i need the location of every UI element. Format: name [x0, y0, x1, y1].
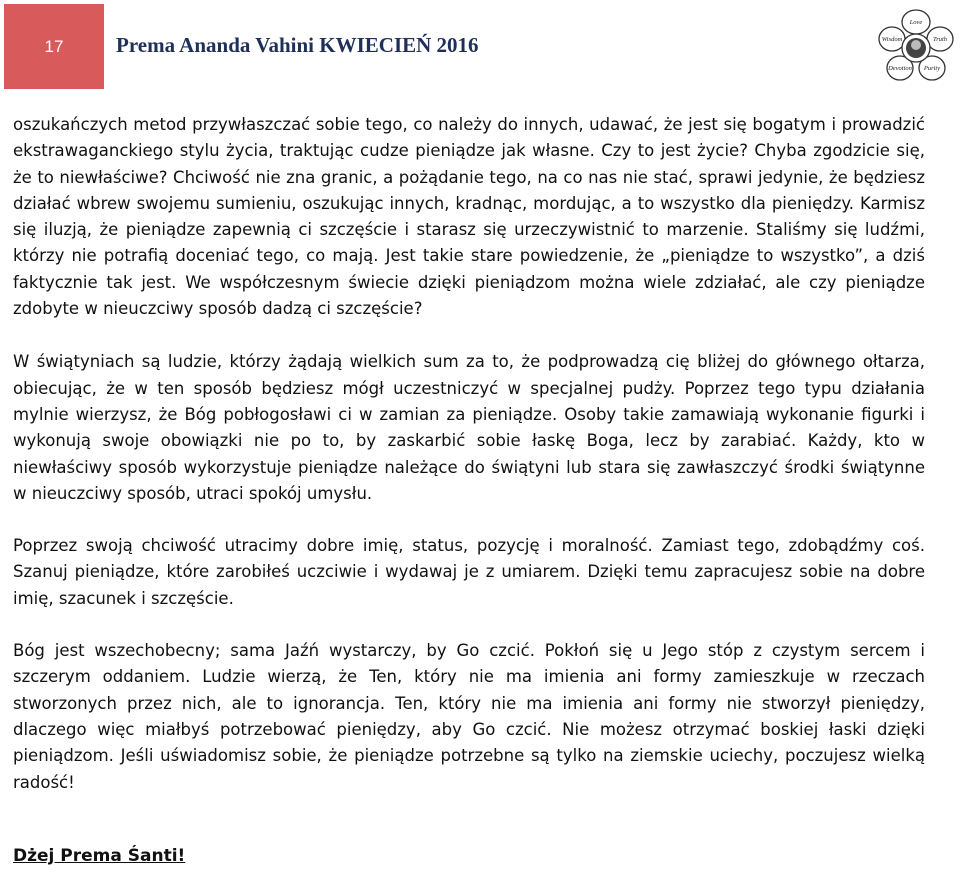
logo-word-truth: Truth — [932, 36, 948, 43]
paragraph-4: Bóg jest wszechobecny; sama Jaźń wystarczy, by Go czcić. Pokłoń się u Jego stóp z czystym sercem i szczerym oddaniem. Ludzie wierzą, że Ten, który nie ma imienia ani formy zamieszkuje w rzeczach stworzonych przez nich, ale to ignorancja. Ten, który nie ma imienia ani formy nie stworzył pieniędzy, dlaczego więc miałbyś potrzebować pieniędzy, aby Go czcić. Nie możesz otrzymać boskiej łaski dzięki pieniądzom. Jeśli uświadomisz sobie, że pieniądze potrzebne są tylko na ziemskie uciechy, poczujesz wielką radość! — [13, 641, 925, 792]
header-title: Prema Ananda Vahini KWIECIEŃ 2016 — [116, 33, 479, 57]
logo-word-purity: Purity — [923, 65, 941, 72]
paragraph-3: Poprzez swoją chciwość utracimy dobre imię, status, pozycję i moralność. Zamiast tego, zdobądźmy coś. Szanuj pieniądze, które zarobiłeś uczciwie i wydawaj je z umiarem. Dzięki temu zapracujesz sobie na dobre imię, szacunek i szczęście. — [13, 536, 925, 608]
paragraph-1: oszukańczych metod przywłaszczać sobie tego, co należy do innych, udawać, że jest się bogatym i prowadzić ekstrawaganckiego stylu życia, traktując cudze pieniądze jak własne. Czy to jest życie? Chyba zgodzicie się, że to niewłaściwe? Chciwość nie zna granic, a pożądanie tego, na co nas nie stać, sprawi jedynie, że będziesz działać wbrew swojemu sumieniu, oszukując innych, kradnąc, mordując, a to wszystko dla pieniędzy. Karmisz się iluzją, że pieniądze zapewnią ci szczęście i starasz się urzeczywistnić to marzenie. Staliśmy się ludźmi, którzy nie potrafią doceniać tego, co mają. Jest takie stare powiedzenie, że „pieniądze to wszystko”, a dziś faktycznie tak jest. We współczesnym świecie dzięki pieniądzom można wiele zdziałać, ale czy pieniądze zdobyte w nieuczciwy sposób dadzą ci szczęście? — [13, 115, 925, 319]
page-number: 17 — [44, 36, 64, 56]
sathya-sai-lotus-logo-icon — [876, 8, 956, 88]
paragraph-2: W świątyniach są ludzie, którzy żądają wielkich sum za to, że podprowadzą cię bliżej do głównego ołtarza, obiecując, że w ten sposób będziesz mógł uczestniczyć w specjalnej pudży. Poprzez tego typu działania mylnie wierzysz, że Bóg pobłogosławi ci w zamian za pieniądze. Osoby takie zamawiają wykonanie figurki i wykonują swoje obowiązki nie po to, by zaskarbić sobie łaskę Boga, lecz by zarabiać. Każdy, kto w niewłaściwy sposób wykorzystuje pieniądze należące do świątyni lub stara się zawłaszczyć środki świątynne w nieuczciwy sposób, utraci spokój umysłu. — [13, 352, 925, 503]
article-body — [13, 112, 925, 822]
logo-word-wisdom: Wisdom — [881, 36, 903, 43]
logo-word-devotion: Devotion — [888, 65, 912, 72]
page-number-badge — [4, 4, 104, 89]
logo-word-love: Love — [909, 19, 923, 26]
signoff: Dżej Prema Śanti! — [13, 846, 186, 866]
